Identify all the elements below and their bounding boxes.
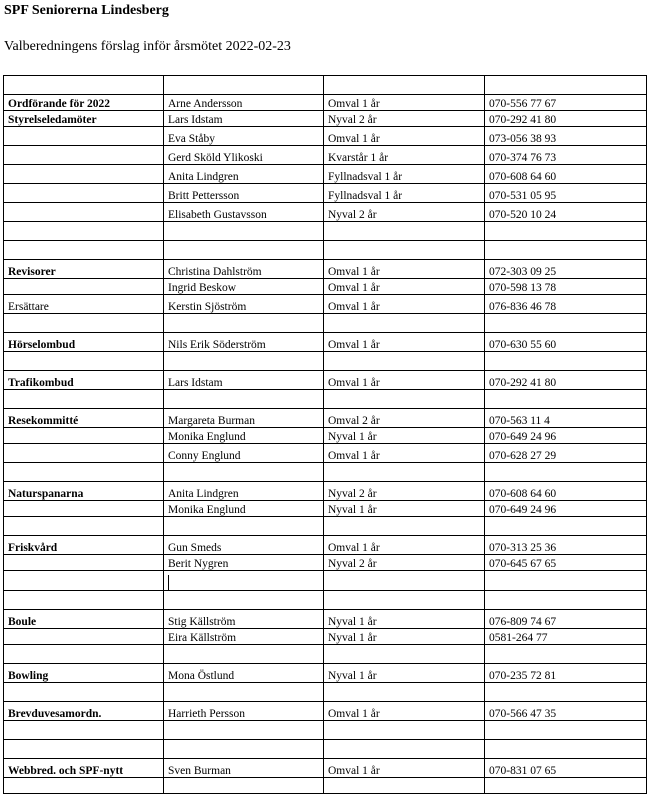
- name-cell[interactable]: Elisabeth Gustavsson: [164, 203, 324, 222]
- role-cell[interactable]: [4, 444, 164, 463]
- table-row: [4, 778, 647, 794]
- role-cell[interactable]: Ersättare: [4, 295, 164, 314]
- name-cell[interactable]: Conny Englund: [164, 444, 324, 463]
- phone-cell[interactable]: 070-630 55 60: [485, 333, 647, 352]
- table-row: [4, 95, 647, 111]
- status-cell[interactable]: Omval 1 år: [324, 371, 485, 390]
- status-cell[interactable]: Nyval 1 år: [324, 501, 485, 517]
- document-subtitle: Valberedningens förslag inför årsmötet 2022-02-23: [4, 39, 291, 54]
- phone-cell[interactable]: 070-608 64 60: [485, 165, 647, 184]
- status-cell[interactable]: [324, 778, 485, 794]
- phone-cell[interactable]: 070-520 10 24: [485, 203, 647, 222]
- table-row: [4, 333, 647, 352]
- phone-cell[interactable]: 070-831 07 65: [485, 759, 647, 778]
- role-cell[interactable]: Resekommitté: [4, 409, 164, 428]
- status-cell[interactable]: [324, 76, 485, 95]
- table-row: [4, 222, 647, 241]
- table-row: [4, 702, 647, 721]
- role-cell[interactable]: [4, 591, 164, 610]
- name-cell[interactable]: Berit Nygren: [164, 555, 324, 571]
- name-cell[interactable]: [164, 645, 324, 664]
- role-cell[interactable]: Bowling: [4, 664, 164, 683]
- table-row: [4, 111, 647, 127]
- phone-cell[interactable]: 076-836 46 78: [485, 295, 647, 314]
- phone-cell[interactable]: 070-313 25 36: [485, 536, 647, 555]
- phone-cell[interactable]: [485, 390, 647, 409]
- nomination-table: [3, 75, 647, 794]
- role-cell[interactable]: [4, 279, 164, 295]
- table-row: [4, 683, 647, 702]
- table-row: [4, 184, 647, 203]
- name-cell[interactable]: [164, 591, 324, 610]
- phone-cell[interactable]: 070-556 77 67: [485, 95, 647, 111]
- role-cell[interactable]: [4, 428, 164, 444]
- phone-cell[interactable]: [485, 721, 647, 740]
- status-cell[interactable]: Nyval 1 år: [324, 664, 485, 683]
- status-cell[interactable]: [324, 352, 485, 371]
- phone-cell[interactable]: 070-566 47 35: [485, 702, 647, 721]
- phone-cell[interactable]: [485, 76, 647, 95]
- status-cell[interactable]: [324, 241, 485, 260]
- name-cell[interactable]: Margareta Burman: [164, 409, 324, 428]
- phone-cell[interactable]: [485, 463, 647, 482]
- phone-cell[interactable]: 072-303 09 25: [485, 260, 647, 279]
- role-cell[interactable]: [4, 517, 164, 536]
- table-row: [4, 444, 647, 463]
- table-row: [4, 279, 647, 295]
- table-row: [4, 536, 647, 555]
- role-cell[interactable]: [4, 555, 164, 571]
- status-cell[interactable]: Omval 1 år: [324, 444, 485, 463]
- name-cell[interactable]: [164, 241, 324, 260]
- status-cell[interactable]: Nyval 2 år: [324, 203, 485, 222]
- status-cell[interactable]: Omval 1 år: [324, 127, 485, 146]
- status-cell[interactable]: Omval 1 år: [324, 260, 485, 279]
- role-cell[interactable]: [4, 165, 164, 184]
- table-row: [4, 260, 647, 279]
- table-row: [4, 165, 647, 184]
- table-row: [4, 482, 647, 501]
- role-cell[interactable]: Styrelseledamöter: [4, 111, 164, 127]
- role-cell[interactable]: Revisorer: [4, 260, 164, 279]
- status-cell[interactable]: Kvarstår 1 år: [324, 146, 485, 165]
- table-row: [4, 721, 647, 740]
- name-cell[interactable]: [164, 390, 324, 409]
- phone-cell[interactable]: [485, 645, 647, 664]
- phone-cell[interactable]: [485, 517, 647, 536]
- name-cell[interactable]: Gun Smeds: [164, 536, 324, 555]
- status-cell[interactable]: Fyllnadsval 1 år: [324, 165, 485, 184]
- role-cell[interactable]: [4, 740, 164, 759]
- table-row: [4, 591, 647, 610]
- status-cell[interactable]: Omval 1 år: [324, 759, 485, 778]
- name-cell[interactable]: Nils Erik Söderström: [164, 333, 324, 352]
- phone-cell[interactable]: 070-608 64 60: [485, 482, 647, 501]
- status-cell[interactable]: [324, 645, 485, 664]
- table-row: [4, 203, 647, 222]
- role-cell[interactable]: [4, 241, 164, 260]
- phone-cell[interactable]: 070-563 11 4: [485, 409, 647, 428]
- name-cell[interactable]: Monika Englund: [164, 428, 324, 444]
- phone-cell[interactable]: [485, 778, 647, 794]
- status-cell[interactable]: Omval 1 år: [324, 333, 485, 352]
- name-cell[interactable]: Lars Idstam: [164, 371, 324, 390]
- status-cell[interactable]: Omval 1 år: [324, 279, 485, 295]
- name-cell[interactable]: [164, 517, 324, 536]
- name-cell[interactable]: [164, 571, 324, 591]
- role-cell[interactable]: [4, 127, 164, 146]
- name-cell[interactable]: Harrieth Persson: [164, 702, 324, 721]
- role-cell[interactable]: [4, 683, 164, 702]
- phone-cell[interactable]: 070-531 05 95: [485, 184, 647, 203]
- role-cell[interactable]: [4, 463, 164, 482]
- phone-cell[interactable]: [485, 683, 647, 702]
- role-cell[interactable]: [4, 203, 164, 222]
- name-cell[interactable]: [164, 314, 324, 333]
- role-cell[interactable]: Hörselombud: [4, 333, 164, 352]
- table-row: [4, 409, 647, 428]
- role-cell[interactable]: Trafikombud: [4, 371, 164, 390]
- phone-cell[interactable]: [485, 241, 647, 260]
- name-cell[interactable]: Christina Dahlström: [164, 260, 324, 279]
- role-cell[interactable]: Ordförande för 2022: [4, 95, 164, 111]
- status-cell[interactable]: [324, 683, 485, 702]
- name-cell[interactable]: Gerd Sköld Ylikoski: [164, 146, 324, 165]
- status-cell[interactable]: Omval 1 år: [324, 702, 485, 721]
- name-cell[interactable]: [164, 463, 324, 482]
- role-cell[interactable]: [4, 314, 164, 333]
- status-cell[interactable]: Omval 1 år: [324, 536, 485, 555]
- table-row: [4, 146, 647, 165]
- table-row: [4, 555, 647, 571]
- table-row: [4, 295, 647, 314]
- phone-cell[interactable]: 070-628 27 29: [485, 444, 647, 463]
- role-cell[interactable]: Friskvård: [4, 536, 164, 555]
- phone-cell[interactable]: 070-649 24 96: [485, 501, 647, 517]
- name-cell[interactable]: [164, 721, 324, 740]
- status-cell[interactable]: Nyval 1 år: [324, 428, 485, 444]
- role-cell[interactable]: Boule: [4, 610, 164, 629]
- name-cell[interactable]: [164, 778, 324, 794]
- status-cell[interactable]: [324, 571, 485, 591]
- status-cell[interactable]: Nyval 2 år: [324, 482, 485, 501]
- table-row: [4, 501, 647, 517]
- document-title: SPF Seniorerna Lindesberg: [4, 3, 169, 18]
- status-cell[interactable]: [324, 721, 485, 740]
- name-cell[interactable]: [164, 352, 324, 371]
- status-cell[interactable]: [324, 222, 485, 241]
- name-cell[interactable]: [164, 222, 324, 241]
- name-cell[interactable]: Eira Källström: [164, 629, 324, 645]
- phone-cell[interactable]: [485, 571, 647, 591]
- phone-cell[interactable]: 070-292 41 80: [485, 371, 647, 390]
- name-cell[interactable]: Mona Östlund: [164, 664, 324, 683]
- table-row: [4, 76, 647, 95]
- phone-cell[interactable]: 076-809 74 67: [485, 610, 647, 629]
- table-row: [4, 428, 647, 444]
- role-cell[interactable]: [4, 390, 164, 409]
- table-row: [4, 571, 647, 591]
- role-cell[interactable]: [4, 352, 164, 371]
- status-cell[interactable]: Fyllnadsval 1 år: [324, 184, 485, 203]
- status-cell[interactable]: [324, 463, 485, 482]
- name-cell[interactable]: Eva Ståby: [164, 127, 324, 146]
- name-cell[interactable]: Monika Englund: [164, 501, 324, 517]
- role-cell[interactable]: [4, 146, 164, 165]
- status-cell[interactable]: [324, 740, 485, 759]
- table-row: [4, 610, 647, 629]
- role-cell[interactable]: Webbred. och SPF-nytt: [4, 759, 164, 778]
- table-row: [4, 645, 647, 664]
- name-cell[interactable]: Anita Lindgren: [164, 165, 324, 184]
- table-row: [4, 127, 647, 146]
- status-cell[interactable]: Nyval 1 år: [324, 629, 485, 645]
- phone-cell[interactable]: [485, 222, 647, 241]
- table-row: [4, 390, 647, 409]
- name-cell[interactable]: Anita Lindgren: [164, 482, 324, 501]
- role-cell[interactable]: [4, 778, 164, 794]
- table-row: [4, 740, 647, 759]
- name-cell[interactable]: Kerstin Sjöström: [164, 295, 324, 314]
- role-cell[interactable]: Brevduvesamordn.: [4, 702, 164, 721]
- status-cell[interactable]: Omval 1 år: [324, 95, 485, 111]
- name-cell[interactable]: Arne Andersson: [164, 95, 324, 111]
- name-cell[interactable]: Stig Källström: [164, 610, 324, 629]
- table-row: [4, 371, 647, 390]
- role-cell[interactable]: [4, 721, 164, 740]
- status-cell[interactable]: Nyval 1 år: [324, 610, 485, 629]
- status-cell[interactable]: [324, 591, 485, 610]
- status-cell[interactable]: [324, 390, 485, 409]
- phone-cell[interactable]: [485, 740, 647, 759]
- status-cell[interactable]: [324, 314, 485, 333]
- status-cell[interactable]: Nyval 2 år: [324, 111, 485, 127]
- name-cell[interactable]: [164, 76, 324, 95]
- name-cell[interactable]: Sven Burman: [164, 759, 324, 778]
- role-cell[interactable]: [4, 184, 164, 203]
- table-row: [4, 314, 647, 333]
- phone-cell[interactable]: 070-649 24 96: [485, 428, 647, 444]
- status-cell[interactable]: [324, 517, 485, 536]
- nomination-table-body: [4, 76, 647, 794]
- role-cell[interactable]: [4, 222, 164, 241]
- phone-cell[interactable]: [485, 314, 647, 333]
- table-row: [4, 629, 647, 645]
- name-cell[interactable]: Lars Idstam: [164, 111, 324, 127]
- phone-cell[interactable]: 070-645 67 65: [485, 555, 647, 571]
- status-cell[interactable]: Nyval 2 år: [324, 555, 485, 571]
- phone-cell[interactable]: 070-374 76 73: [485, 146, 647, 165]
- phone-cell[interactable]: 070-235 72 81: [485, 664, 647, 683]
- table-row: [4, 664, 647, 683]
- role-cell[interactable]: Naturspanarna: [4, 482, 164, 501]
- phone-cell[interactable]: 0581-264 77: [485, 629, 647, 645]
- table-row: [4, 352, 647, 371]
- name-cell[interactable]: Britt Pettersson: [164, 184, 324, 203]
- role-cell[interactable]: [4, 645, 164, 664]
- table-row: [4, 517, 647, 536]
- table-row: [4, 241, 647, 260]
- name-cell[interactable]: Ingrid Beskow: [164, 279, 324, 295]
- table-row: [4, 463, 647, 482]
- role-cell[interactable]: [4, 571, 164, 591]
- role-cell[interactable]: [4, 501, 164, 517]
- phone-cell[interactable]: 070-292 41 80: [485, 111, 647, 127]
- text-cursor: [168, 575, 169, 590]
- role-cell[interactable]: [4, 76, 164, 95]
- phone-cell[interactable]: 073-056 38 93: [485, 127, 647, 146]
- phone-cell[interactable]: [485, 352, 647, 371]
- role-cell[interactable]: [4, 629, 164, 645]
- phone-cell[interactable]: 070-598 13 78: [485, 279, 647, 295]
- status-cell[interactable]: Omval 1 år: [324, 295, 485, 314]
- phone-cell[interactable]: [485, 591, 647, 610]
- name-cell[interactable]: [164, 740, 324, 759]
- name-cell[interactable]: [164, 683, 324, 702]
- status-cell[interactable]: Omval 2 år: [324, 409, 485, 428]
